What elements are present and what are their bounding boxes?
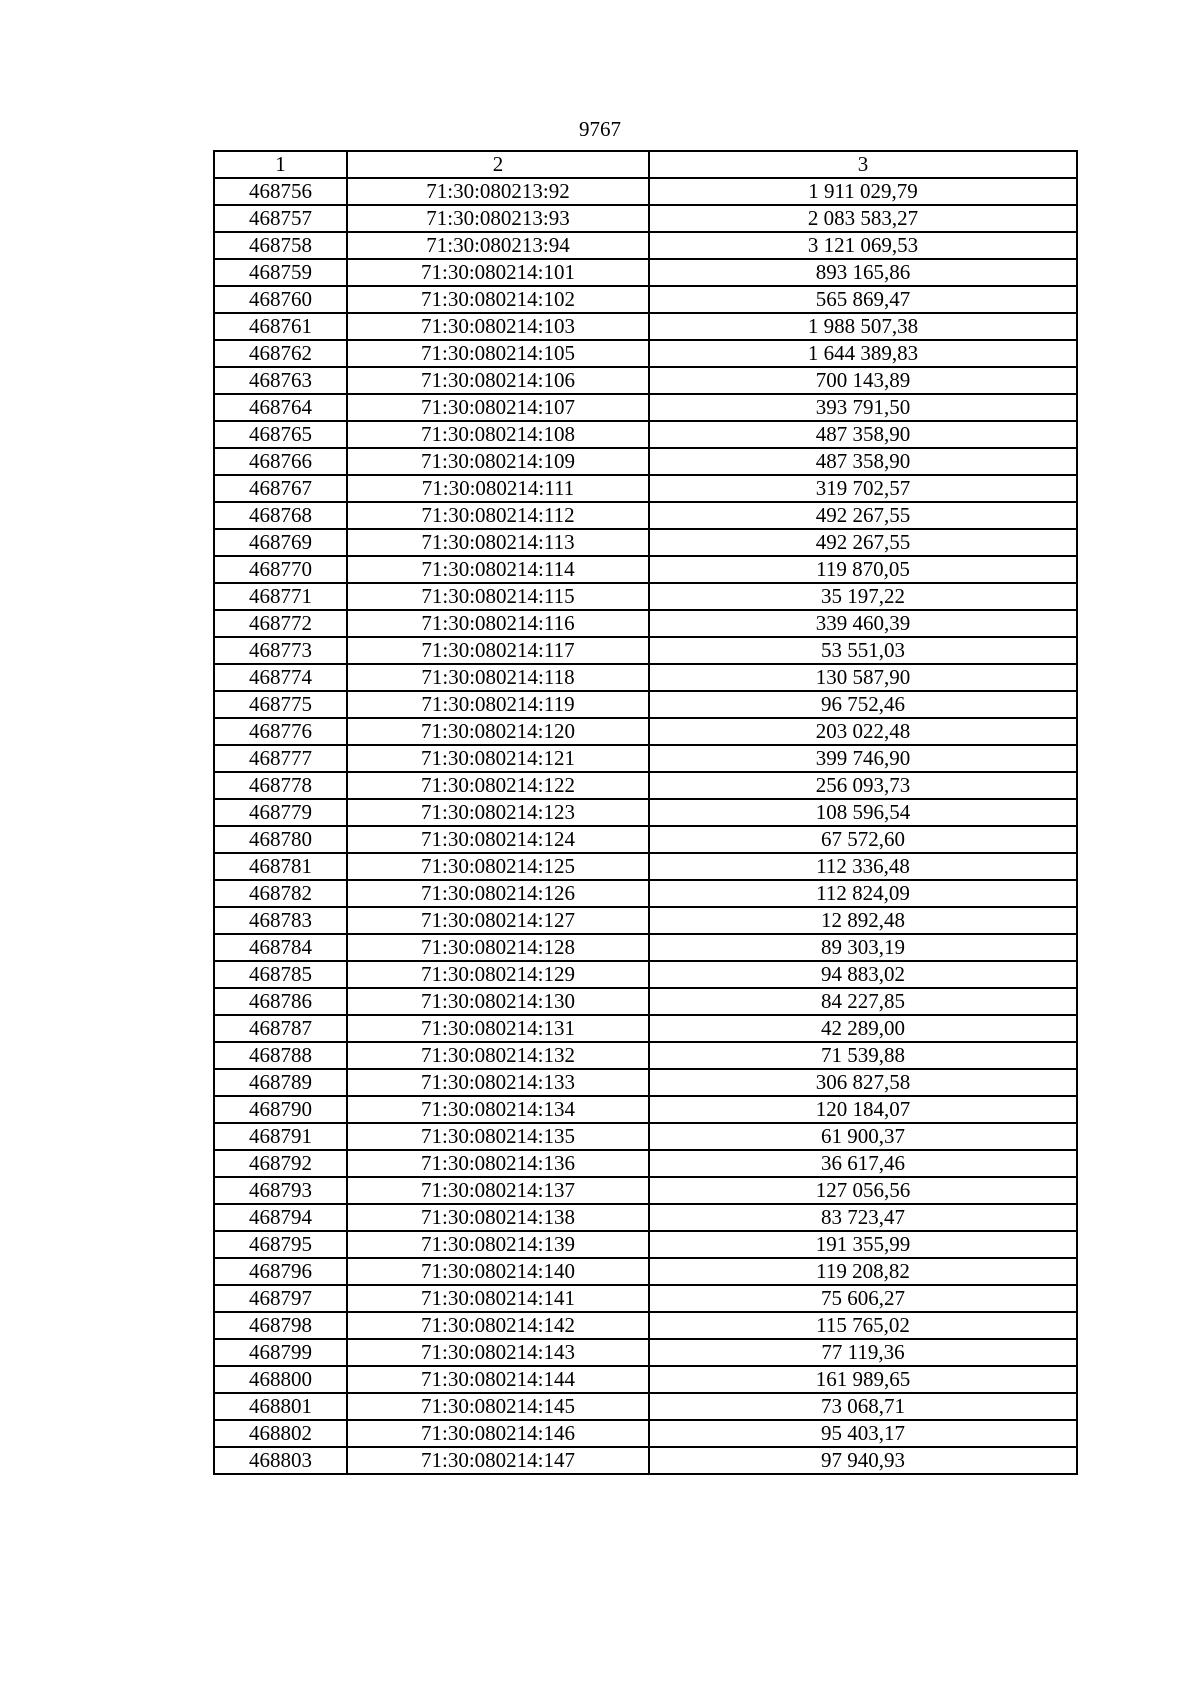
column-header-2: 2 — [347, 151, 649, 178]
row-number-cell: 468797 — [214, 1285, 347, 1312]
table-row — [214, 421, 1077, 448]
table-row — [214, 1177, 1077, 1204]
cadastral-number-cell: 71:30:080214:143 — [347, 1339, 649, 1366]
cadastral-number-cell: 71:30:080214:108 — [347, 421, 649, 448]
cadastral-value-cell: 95 403,17 — [649, 1420, 1077, 1447]
table-row — [214, 799, 1077, 826]
row-number-cell: 468762 — [214, 340, 347, 367]
cadastral-number-cell: 71:30:080214:116 — [347, 610, 649, 637]
row-number-cell: 468799 — [214, 1339, 347, 1366]
cadastral-value-cell: 112 824,09 — [649, 880, 1077, 907]
table-row — [214, 475, 1077, 502]
row-number-cell: 468770 — [214, 556, 347, 583]
table-row — [214, 529, 1077, 556]
row-number-cell: 468795 — [214, 1231, 347, 1258]
table-row — [214, 502, 1077, 529]
cadastral-value-cell: 115 765,02 — [649, 1312, 1077, 1339]
table-row — [214, 1339, 1077, 1366]
table-row — [214, 826, 1077, 853]
cadastral-value-cell: 319 702,57 — [649, 475, 1077, 502]
cadastral-value-cell: 306 827,58 — [649, 1069, 1077, 1096]
column-header-3: 3 — [649, 151, 1077, 178]
cadastral-number-cell: 71:30:080214:113 — [347, 529, 649, 556]
cadastral-number-cell: 71:30:080214:125 — [347, 853, 649, 880]
cadastral-value-cell: 12 892,48 — [649, 907, 1077, 934]
cadastral-number-cell: 71:30:080214:134 — [347, 1096, 649, 1123]
cadastral-value-cell: 339 460,39 — [649, 610, 1077, 637]
row-number-cell: 468788 — [214, 1042, 347, 1069]
cadastral-value-cell: 191 355,99 — [649, 1231, 1077, 1258]
cadastral-value-cell: 393 791,50 — [649, 394, 1077, 421]
table-row — [214, 1015, 1077, 1042]
cadastral-value-cell: 3 121 069,53 — [649, 232, 1077, 259]
row-number-cell: 468776 — [214, 718, 347, 745]
row-number-cell: 468785 — [214, 961, 347, 988]
cadastral-number-cell: 71:30:080214:105 — [347, 340, 649, 367]
cadastral-value-cell: 108 596,54 — [649, 799, 1077, 826]
row-number-cell: 468777 — [214, 745, 347, 772]
table-row — [214, 340, 1077, 367]
table-row — [214, 394, 1077, 421]
cadastral-number-cell: 71:30:080214:141 — [347, 1285, 649, 1312]
page-number: 9767 — [579, 117, 621, 141]
row-number-cell: 468775 — [214, 691, 347, 718]
cadastral-number-cell: 71:30:080214:130 — [347, 988, 649, 1015]
row-number-cell: 468791 — [214, 1123, 347, 1150]
cadastral-number-cell: 71:30:080214:102 — [347, 286, 649, 313]
row-number-cell: 468786 — [214, 988, 347, 1015]
table-row — [214, 367, 1077, 394]
cadastral-value-cell: 94 883,02 — [649, 961, 1077, 988]
row-number-cell: 468765 — [214, 421, 347, 448]
table-row — [214, 880, 1077, 907]
row-number-cell: 468784 — [214, 934, 347, 961]
table-row — [214, 1204, 1077, 1231]
row-number-cell: 468796 — [214, 1258, 347, 1285]
table-row — [214, 448, 1077, 475]
cadastral-value-cell: 75 606,27 — [649, 1285, 1077, 1312]
cadastral-value-cell: 112 336,48 — [649, 853, 1077, 880]
row-number-cell: 468781 — [214, 853, 347, 880]
cadastral-value-cell: 73 068,71 — [649, 1393, 1077, 1420]
row-number-cell: 468801 — [214, 1393, 347, 1420]
cadastral-number-cell: 71:30:080214:120 — [347, 718, 649, 745]
row-number-cell: 468771 — [214, 583, 347, 610]
cadastral-number-cell: 71:30:080213:92 — [347, 178, 649, 205]
table-row — [214, 178, 1077, 205]
cadastral-number-cell: 71:30:080214:135 — [347, 1123, 649, 1150]
cadastral-number-cell: 71:30:080214:112 — [347, 502, 649, 529]
cadastral-value-cell: 492 267,55 — [649, 502, 1077, 529]
table-body — [214, 151, 1077, 1474]
cadastral-value-cell: 2 083 583,27 — [649, 205, 1077, 232]
cadastral-value-cell: 487 358,90 — [649, 421, 1077, 448]
row-number-cell: 468800 — [214, 1366, 347, 1393]
row-number-cell: 468798 — [214, 1312, 347, 1339]
row-number-cell: 468772 — [214, 610, 347, 637]
row-number-cell: 468789 — [214, 1069, 347, 1096]
cadastral-number-cell: 71:30:080214:109 — [347, 448, 649, 475]
table-row — [214, 286, 1077, 313]
table-row — [214, 259, 1077, 286]
table-row — [214, 772, 1077, 799]
table-row — [214, 1096, 1077, 1123]
row-number-cell: 468763 — [214, 367, 347, 394]
row-number-cell: 468802 — [214, 1420, 347, 1447]
cadastral-number-cell: 71:30:080214:111 — [347, 475, 649, 502]
table-row — [214, 853, 1077, 880]
table-row — [214, 232, 1077, 259]
table-row — [214, 1366, 1077, 1393]
cadastral-number-cell: 71:30:080214:131 — [347, 1015, 649, 1042]
row-number-cell: 468768 — [214, 502, 347, 529]
cadastral-number-cell: 71:30:080214:147 — [347, 1447, 649, 1474]
table-row — [214, 610, 1077, 637]
cadastral-number-cell: 71:30:080214:142 — [347, 1312, 649, 1339]
table-row — [214, 745, 1077, 772]
table-row — [214, 313, 1077, 340]
cadastral-number-cell: 71:30:080214:103 — [347, 313, 649, 340]
row-number-cell: 468757 — [214, 205, 347, 232]
cadastral-value-cell: 97 940,93 — [649, 1447, 1077, 1474]
cadastral-value-cell: 77 119,36 — [649, 1339, 1077, 1366]
cadastral-number-cell: 71:30:080214:136 — [347, 1150, 649, 1177]
table-row — [214, 637, 1077, 664]
cadastral-number-cell: 71:30:080214:119 — [347, 691, 649, 718]
cadastral-value-cell: 565 869,47 — [649, 286, 1077, 313]
row-number-cell: 468803 — [214, 1447, 347, 1474]
table-row — [214, 1258, 1077, 1285]
cadastral-value-cell: 1 988 507,38 — [649, 313, 1077, 340]
row-number-cell: 468793 — [214, 1177, 347, 1204]
cadastral-value-cell: 492 267,55 — [649, 529, 1077, 556]
cadastral-value-cell: 42 289,00 — [649, 1015, 1077, 1042]
row-number-cell: 468766 — [214, 448, 347, 475]
cadastral-number-cell: 71:30:080214:123 — [347, 799, 649, 826]
table-row — [214, 1393, 1077, 1420]
row-number-cell: 468790 — [214, 1096, 347, 1123]
table-header-row — [214, 151, 1077, 178]
cadastral-value-cell: 700 143,89 — [649, 367, 1077, 394]
cadastral-number-cell: 71:30:080214:117 — [347, 637, 649, 664]
cadastral-number-cell: 71:30:080214:107 — [347, 394, 649, 421]
cadastral-number-cell: 71:30:080213:93 — [347, 205, 649, 232]
cadastral-number-cell: 71:30:080213:94 — [347, 232, 649, 259]
row-number-cell: 468787 — [214, 1015, 347, 1042]
row-number-cell: 468756 — [214, 178, 347, 205]
row-number-cell: 468773 — [214, 637, 347, 664]
cadastral-value-cell: 130 587,90 — [649, 664, 1077, 691]
cadastral-value-cell: 83 723,47 — [649, 1204, 1077, 1231]
table-row — [214, 556, 1077, 583]
cadastral-value-cell: 36 617,46 — [649, 1150, 1077, 1177]
table-row — [214, 1447, 1077, 1474]
cadastral-number-cell: 71:30:080214:122 — [347, 772, 649, 799]
cadastral-value-cell: 84 227,85 — [649, 988, 1077, 1015]
table-row — [214, 1069, 1077, 1096]
cadastral-value-cell: 71 539,88 — [649, 1042, 1077, 1069]
cadastral-value-cell: 120 184,07 — [649, 1096, 1077, 1123]
row-number-cell: 468764 — [214, 394, 347, 421]
table-row — [214, 907, 1077, 934]
table-row — [214, 1312, 1077, 1339]
table-row — [214, 934, 1077, 961]
column-header-1: 1 — [214, 151, 347, 178]
row-number-cell: 468769 — [214, 529, 347, 556]
row-number-cell: 468758 — [214, 232, 347, 259]
table-row — [214, 583, 1077, 610]
row-number-cell: 468792 — [214, 1150, 347, 1177]
cadastral-number-cell: 71:30:080214:145 — [347, 1393, 649, 1420]
row-number-cell: 468767 — [214, 475, 347, 502]
cadastral-number-cell: 71:30:080214:126 — [347, 880, 649, 907]
cadastral-value-cell: 119 870,05 — [649, 556, 1077, 583]
cadastral-value-cell: 61 900,37 — [649, 1123, 1077, 1150]
cadastral-value-cell: 53 551,03 — [649, 637, 1077, 664]
cadastral-value-cell: 203 022,48 — [649, 718, 1077, 745]
cadastral-number-cell: 71:30:080214:146 — [347, 1420, 649, 1447]
row-number-cell: 468778 — [214, 772, 347, 799]
cadastral-value-cell: 1 644 389,83 — [649, 340, 1077, 367]
row-number-cell: 468794 — [214, 1204, 347, 1231]
cadastral-value-cell: 119 208,82 — [649, 1258, 1077, 1285]
table-row — [214, 1042, 1077, 1069]
table-row — [214, 961, 1077, 988]
table-row — [214, 1123, 1077, 1150]
table-row — [214, 664, 1077, 691]
row-number-cell: 468782 — [214, 880, 347, 907]
cadastral-number-cell: 71:30:080214:128 — [347, 934, 649, 961]
row-number-cell: 468779 — [214, 799, 347, 826]
row-number-cell: 468774 — [214, 664, 347, 691]
cadastral-number-cell: 71:30:080214:129 — [347, 961, 649, 988]
cadastral-number-cell: 71:30:080214:132 — [347, 1042, 649, 1069]
table-row — [214, 691, 1077, 718]
cadastral-number-cell: 71:30:080214:115 — [347, 583, 649, 610]
cadastral-value-cell: 1 911 029,79 — [649, 178, 1077, 205]
cadastral-value-cell: 893 165,86 — [649, 259, 1077, 286]
row-number-cell: 468759 — [214, 259, 347, 286]
cadastral-number-cell: 71:30:080214:124 — [347, 826, 649, 853]
table-row — [214, 1231, 1077, 1258]
cadastral-value-cell: 487 358,90 — [649, 448, 1077, 475]
cadastral-number-cell: 71:30:080214:106 — [347, 367, 649, 394]
row-number-cell: 468783 — [214, 907, 347, 934]
table-row — [214, 1285, 1077, 1312]
cadastral-number-cell: 71:30:080214:137 — [347, 1177, 649, 1204]
table-row — [214, 205, 1077, 232]
cadastral-number-cell: 71:30:080214:101 — [347, 259, 649, 286]
cadastral-value-cell: 89 303,19 — [649, 934, 1077, 961]
cadastral-number-cell: 71:30:080214:127 — [347, 907, 649, 934]
row-number-cell: 468761 — [214, 313, 347, 340]
row-number-cell: 468760 — [214, 286, 347, 313]
cadastral-number-cell: 71:30:080214:144 — [347, 1366, 649, 1393]
cadastral-value-cell: 399 746,90 — [649, 745, 1077, 772]
cadastral-value-cell: 35 197,22 — [649, 583, 1077, 610]
table-row — [214, 988, 1077, 1015]
cadastral-number-cell: 71:30:080214:114 — [347, 556, 649, 583]
row-number-cell: 468780 — [214, 826, 347, 853]
cadastral-value-cell: 256 093,73 — [649, 772, 1077, 799]
cadastral-value-cell: 161 989,65 — [649, 1366, 1077, 1393]
cadastral-number-cell: 71:30:080214:138 — [347, 1204, 649, 1231]
cadastral-value-table — [213, 150, 1078, 1475]
cadastral-number-cell: 71:30:080214:140 — [347, 1258, 649, 1285]
cadastral-value-cell: 127 056,56 — [649, 1177, 1077, 1204]
cadastral-number-cell: 71:30:080214:133 — [347, 1069, 649, 1096]
table-row — [214, 1420, 1077, 1447]
table-row — [214, 718, 1077, 745]
table-row — [214, 1150, 1077, 1177]
cadastral-value-cell: 67 572,60 — [649, 826, 1077, 853]
cadastral-number-cell: 71:30:080214:139 — [347, 1231, 649, 1258]
cadastral-value-cell: 96 752,46 — [649, 691, 1077, 718]
cadastral-number-cell: 71:30:080214:118 — [347, 664, 649, 691]
cadastral-number-cell: 71:30:080214:121 — [347, 745, 649, 772]
